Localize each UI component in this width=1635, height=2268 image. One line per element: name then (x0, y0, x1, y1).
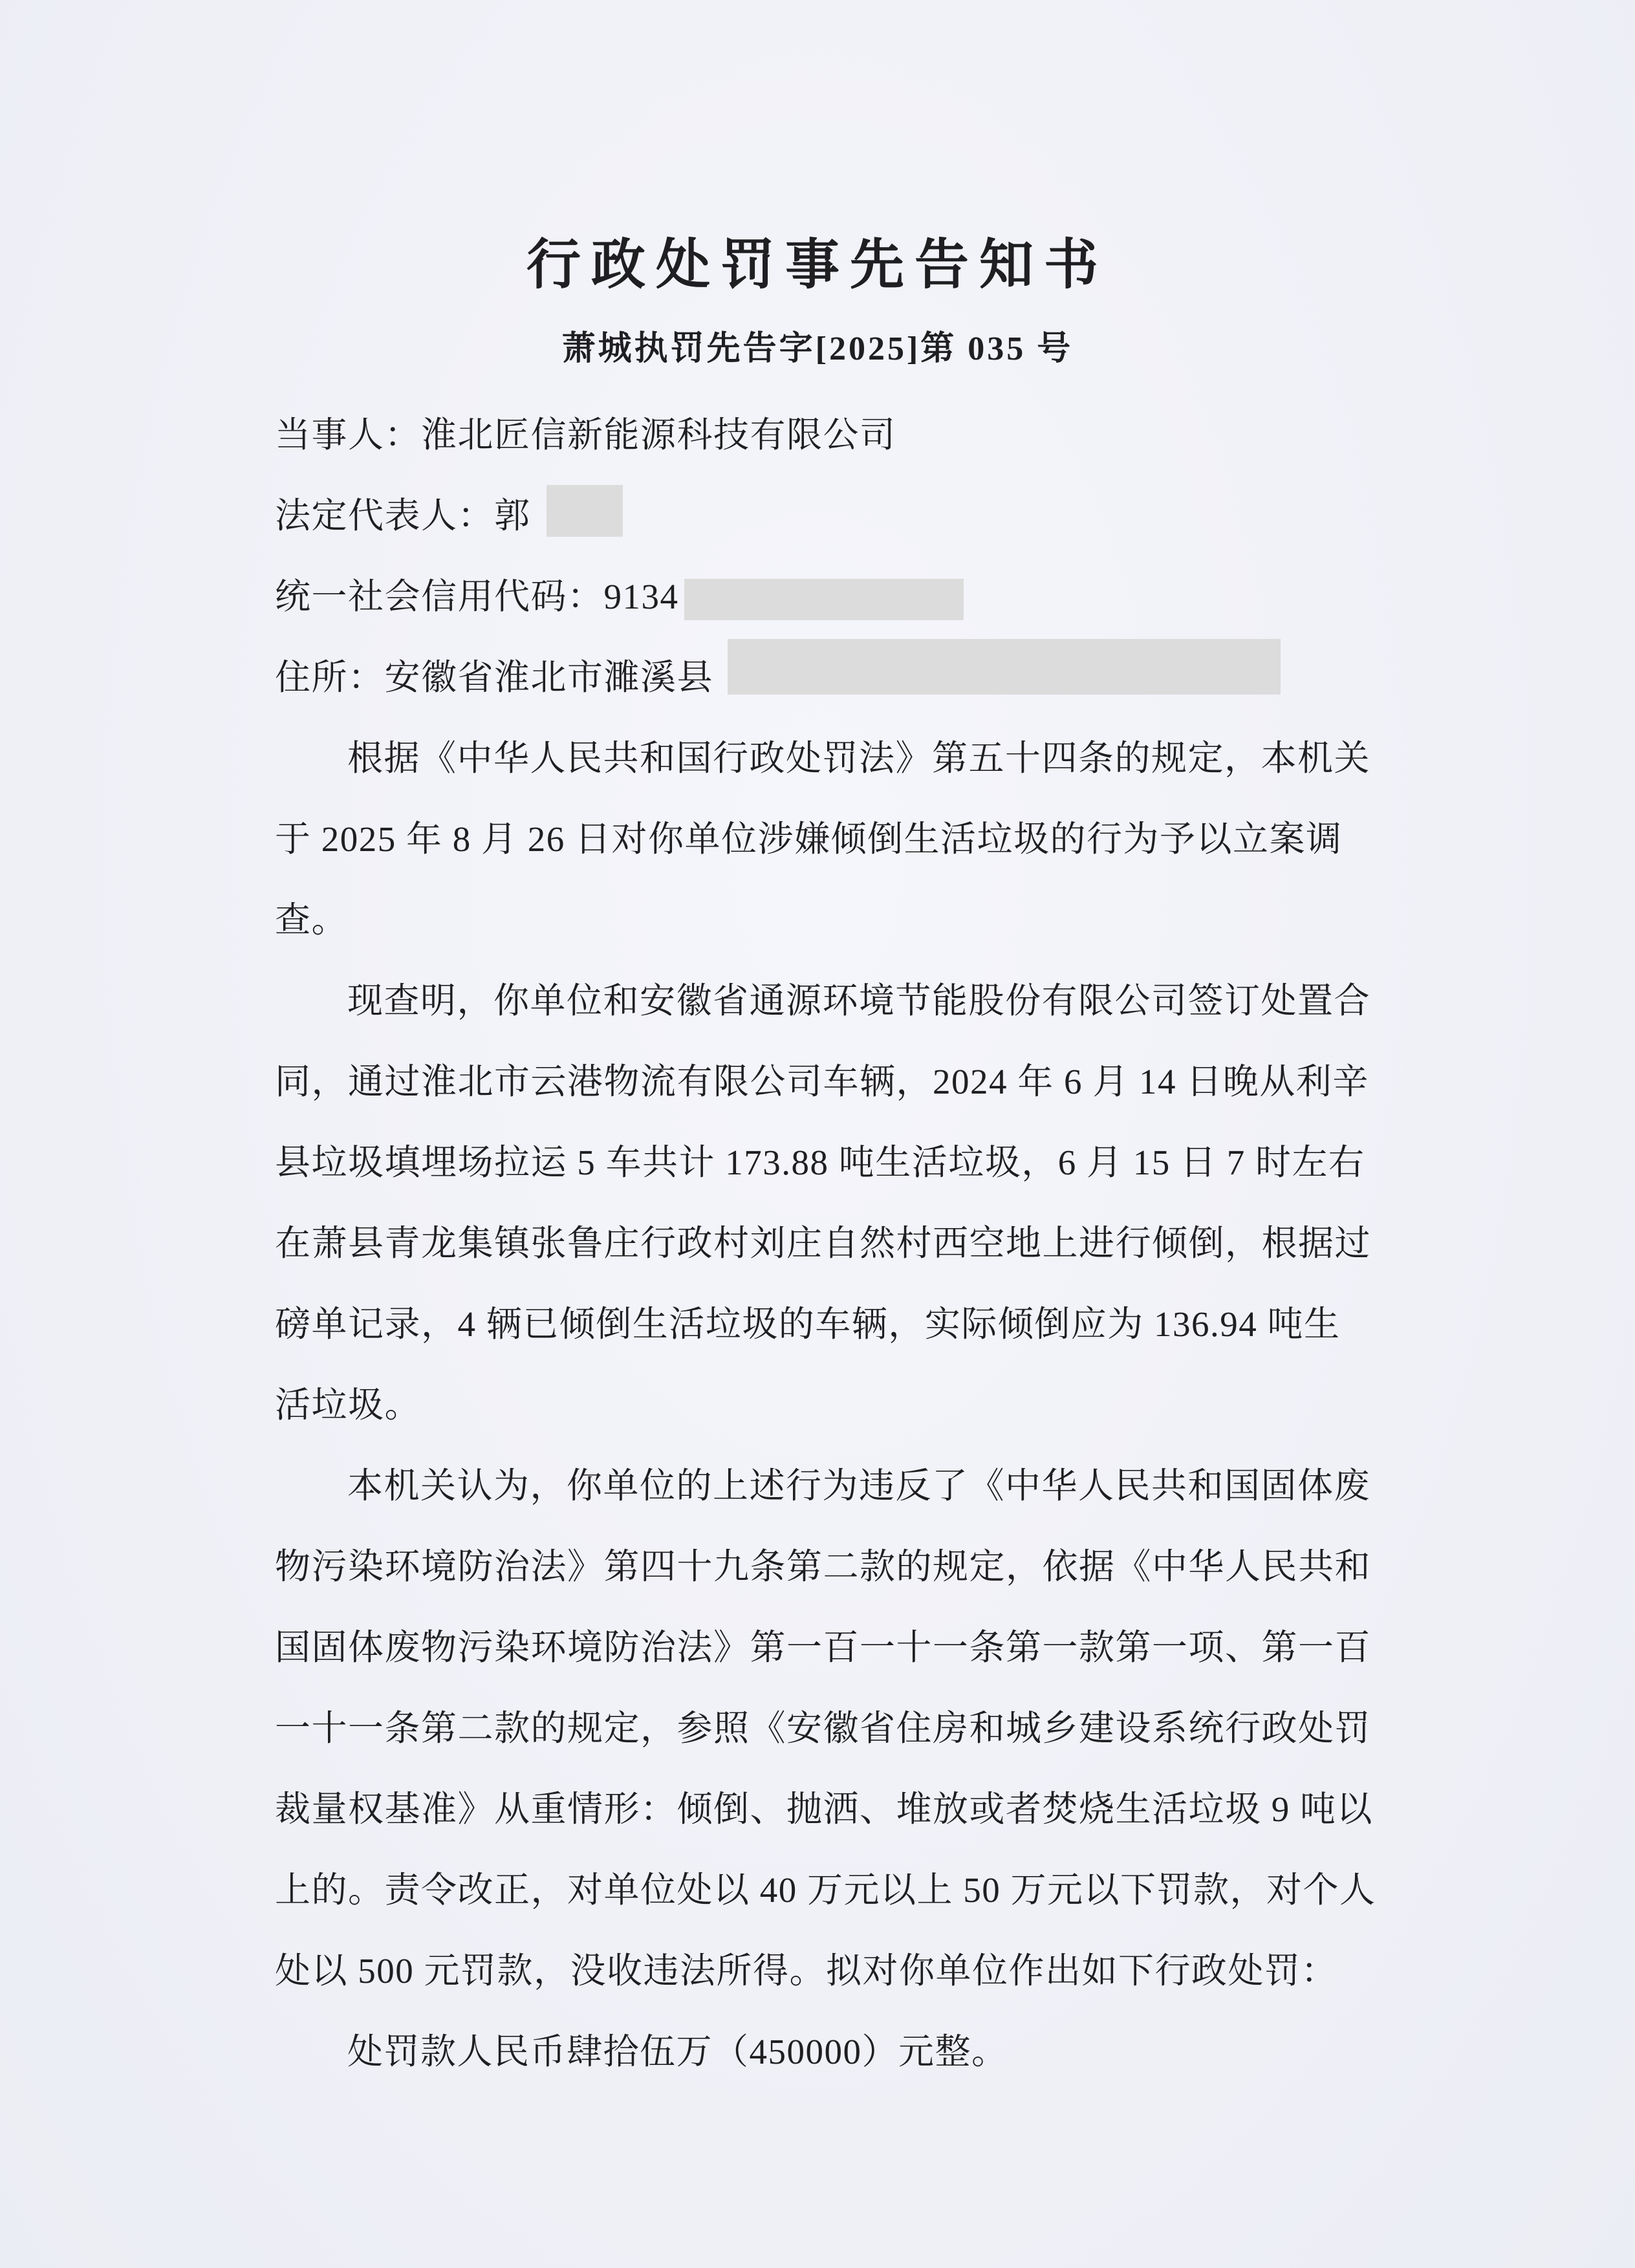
party-line: 当事人：淮北匠信新能源科技有限公司 (275, 415, 896, 455)
legal-representative-line: 法定代表人：郭 (275, 496, 531, 535)
doc-line: 一十一条第二款的规定，参照《安徽省住房和城乡建设系统行政处罚 (275, 1709, 1372, 1748)
redaction-box-legal-representative (547, 485, 623, 537)
document-title: 行政处罚事先告知书 (526, 234, 1109, 295)
doc-line: 在萧县青龙集镇张鲁庄行政村刘庄自然村西空地上进行倾倒，根据过 (275, 1224, 1372, 1263)
redaction-box-credit-code (684, 579, 964, 620)
credit-code-line: 统一社会信用代码：9134 (275, 577, 679, 616)
doc-line: 活垃圾。 (275, 1385, 422, 1425)
doc-line: 上的。责令改正，对单位处以 40 万元以上 50 万元以下罚款，对个人 (275, 1870, 1376, 1910)
address-line: 住所：安徽省淮北市濉溪县 (275, 658, 714, 697)
doc-line: 裁量权基准》从重情形：倾倒、抛洒、堆放或者焚烧生活垃圾 9 吨以 (275, 1789, 1374, 1829)
doc-line: 国固体废物污染环境防治法》第一百一十一条第一款第一项、第一百 (275, 1628, 1372, 1667)
doc-line: 查。 (275, 900, 349, 940)
doc-line: 本机关认为，你单位的上述行为违反了《中华人民共和国固体废 (347, 1466, 1371, 1506)
penalty-amount-line: 处罚款人民币肆拾伍万（450000）元整。 (347, 2032, 1008, 2071)
doc-line: 根据《中华人民共和国行政处罚法》第五十四条的规定，本机关 (347, 739, 1371, 778)
redaction-box-address (728, 639, 1281, 695)
document-number: 萧城执罚先告字[2025]第 035 号 (561, 330, 1074, 367)
doc-line: 同，通过淮北市云港物流有限公司车辆，2024 年 6 月 14 日晚从利辛 (275, 1062, 1369, 1101)
doc-line: 物污染环境防治法》第四十九条第二款的规定，依据《中华人民共和 (275, 1547, 1372, 1586)
doc-line: 于 2025 年 8 月 26 日对你单位涉嫌倾倒生活垃圾的行为予以立案调 (275, 819, 1343, 859)
doc-line: 现查明，你单位和安徽省通源环境节能股份有限公司签订处置合 (347, 981, 1371, 1021)
doc-line: 县垃圾填埋场拉运 5 车共计 173.88 吨生活垃圾，6 月 15 日 7 时左右 (275, 1143, 1365, 1182)
doc-line: 磅单记录，4 辆已倾倒生活垃圾的车辆，实际倾倒应为 136.94 吨生 (275, 1304, 1341, 1344)
doc-line: 处以 500 元罚款，没收违法所得。拟对你单位作出如下行政处罚： (275, 1951, 1338, 1991)
